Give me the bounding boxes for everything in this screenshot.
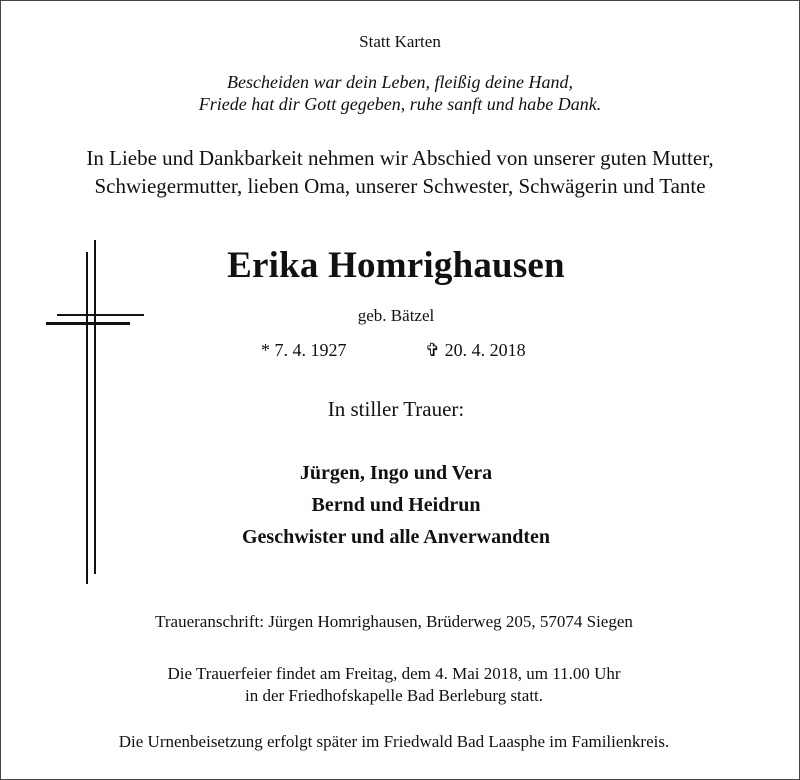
mourner-line: Bernd und Heidrun <box>311 494 481 516</box>
death-date: 20. 4. 2018 <box>444 340 526 360</box>
mourners-heading: In stiller Trauer: <box>327 397 465 421</box>
death-date-group <box>425 340 526 361</box>
intro-line-2: Schwiegermutter, lieben Oma, unserer Schwester, Schwägerin und Tante <box>94 174 706 198</box>
statt-karten-text: Statt Karten <box>359 32 441 51</box>
birth-date: * 7. 4. 1927 <box>261 340 347 360</box>
verse-line-2: Friede hat dir Gott gegeben, ruhe sanft und habe Dank. <box>198 94 602 114</box>
urn-burial-text: Die Urnenbeisetzung erfolgt später im Friedwald Bad Laasphe im Familienkreis. <box>118 732 670 751</box>
intro-line-1: In Liebe und Dankbarkeit nehmen wir Abschied von unserer guten Mutter, <box>86 146 714 170</box>
deceased-name: Erika Homrighausen <box>227 245 565 286</box>
birth-name: geb. Bätzel <box>357 306 435 325</box>
grave-cross-icon: ✞ <box>425 340 441 360</box>
mourner-line: Jürgen, Ingo und Vera <box>299 462 493 484</box>
mourning-address: Traueranschrift: Jürgen Homrighausen, Brüderweg 205, 57074 Siegen <box>155 612 633 631</box>
ceremony-line-2: in der Friedhofskapelle Bad Berleburg statt. <box>244 686 544 705</box>
ceremony-line-1: Die Trauerfeier findet am Freitag, dem 4. Mai 2018, um 11.00 Uhr <box>167 664 621 683</box>
mourner-line: Geschwister und alle Anverwandten <box>242 526 550 548</box>
verse-line-1: Bescheiden war dein Leben, fleißig deine Hand, <box>227 72 573 92</box>
